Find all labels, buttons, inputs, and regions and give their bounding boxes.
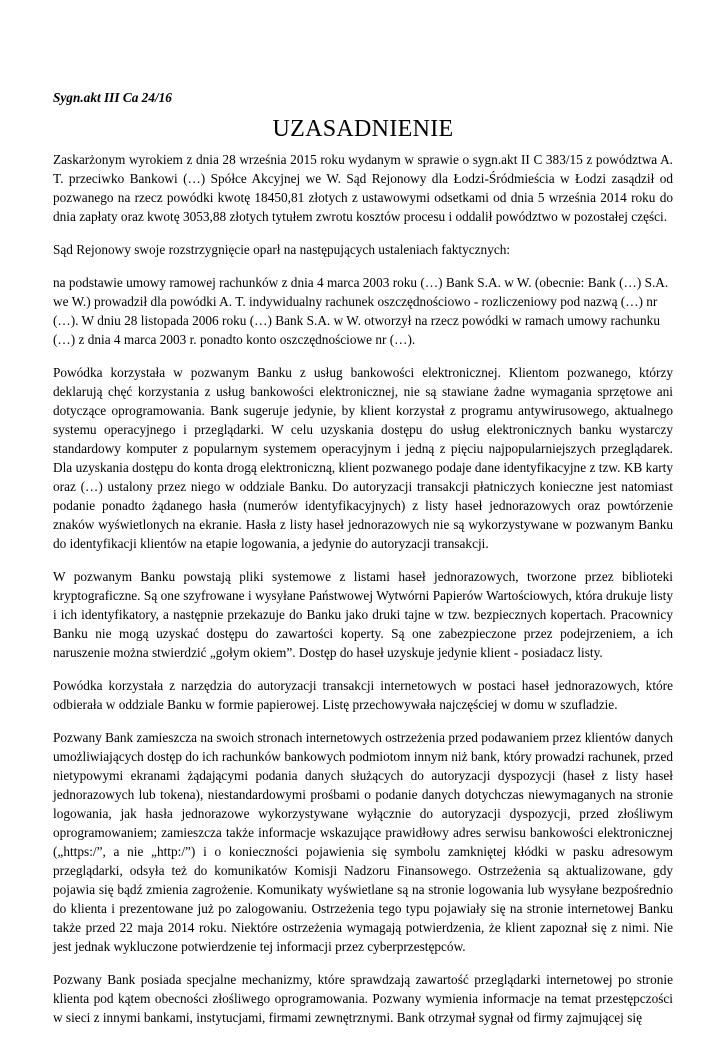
paragraph-findings-intro: Sąd Rejonowy swoje rozstrzygnięcie oparł na następujących ustaleniach faktycznych: — [53, 242, 511, 257]
case-reference: Sygn.akt III Ca 24/16 — [53, 90, 172, 105]
paragraph-account-agreement: na podstawie umowy ramowej rachunków z dnia 4 marca 2003 roku (…) Bank S.A. w W. (obecnie: Bank (…) S.A. we W.) prowadził dla powódki A. T. indywidualny rachunek oszczędnościowo - rozliczeniowy pod nazwą (…) nr (…). W dniu 28 listopada 2006 roku (…) Bank S.A. w W. otworzył na rzecz powódki w ramach umowy rachunku (…) z dnia 4 marca 2003 r. ponadto konto oszczędnościowe nr (…). — [53, 275, 669, 347]
paragraph-warnings: Pozwany Bank zamieszcza na swoich stronach internetowych ostrzeżenia przed podawaniem przez klientów danych umożliwiających dostęp do ich rachunków bankowych podmiotom innym niż bank, który prowadzi rachunek, przed nietypowymi ekranami żądającymi podania danych służących do autoryzacji dyspozycji (haseł z listy haseł jednorazowych lub tokena), niestandardowymi prośbami o podanie danych dotychczas niewymaganych na stronie logowania, jak hasła jednorazowe wykorzystywane wyłącznie do autoryzacji dyspozycji, przed złośliwym oprogramowaniem; zamieszcza także informacje wskazujące prawidłowy adres serwisu bankowości elektronicznej („https:/”, a nie „http:/”) i o konieczności pojawienia się symbolu zamkniętej kłódki w pasku adresowym przeglądarki, odsyła też do komunikatów Komisji Nadzoru Finansowego. Ostrzeżenia są aktualizowane, gdy pojawia się bądź zmienia zagrożenie. Komunikaty wyświetlane są na stronie logowania lub wysyłane bezpośrednio do klienta i prezentowane już po zalogowaniu. Ostrzeżenia tego typu pojawiały się na stronie internetowej Banku także przed 22 maja 2014 roku. Niektóre ostrzeżenia wymagają potwierdzenia, że klient zapoznał się z nimi. Nie jest jednak wykluczone potwierdzenie tej informacji przez cyberprzestępców. — [53, 730, 673, 954]
paragraph-judgment-summary: Zaskarżonym wyrokiem z dnia 28 września 2015 roku wydanym w sprawie o sygn.akt II C 383/15 z powództwa A. T. przeciwko Bankowi (…) Spółce Akcyjnej we W. Sąd Rejonowy dla Łodzi-Śródmieścia w Łodzi zasądził od pozwanego na rzecz powódki kwotę 18450,81 złotych z ustawowymi odsetkami od dnia 5 września 2014 roku do dnia zapłaty oraz kwotę 3053,88 złotych tytułem zwrotu kosztów procesu i oddalił powództwo w pozostałej części. — [53, 152, 673, 224]
document-title: UZASADNIENIE — [272, 116, 454, 142]
document-page — [53, 88, 673, 1041]
paragraph-security-mechanisms: Pozwany Bank posiada specjalne mechanizmy, które sprawdzają zawartość przeglądarki internetowej po stronie klienta pod kątem obecności złośliwego oprogramowania. Pozwany wymienia informacje na temat przestępczości w sieci z innymi bankami, instytucjami, firmami zewnętrznymi. Bank otrzymał sygnał od firmy zajmującej się — [53, 972, 673, 1025]
paragraph-authorization-tool: Powódka korzystała z narzędzia do autoryzacji transakcji internetowych w postaci haseł jednorazowych, które odbierała w oddziale Banku w formie papierowej. Listę przechowywała najczęściej w domu w szufladzie. — [53, 678, 673, 712]
paragraph-password-lists: W pozwanym Banku powstają pliki systemowe z listami haseł jednorazowych, tworzone przez biblioteki kryptograficzne. Są one szyfrowane i wysyłane Państwowej Wytwórni Papierów Wartościowych, która drukuje listy i ich identyfikatory, a następnie przekazuje do Banku jako druki tajne w tzw. bezpiecznych kopertach. Pracownicy Banku nie mogą uzyskać dostępu do zawartości koperty. Są one zabezpieczone przez podejrzeniem, a ich naruszenie można stwierdzić „gołym okiem”. Dostęp do haseł uzyskuje jedynie klient - posiadacz listy. — [53, 569, 673, 660]
paragraph-electronic-banking: Powódka korzystała w pozwanym Banku z usług bankowości elektronicznej. Klientom pozwanego, którzy deklarują chęć korzystania z usług bankowości elektronicznej, nie są stawiane żadne wymagania sprzętowe ani dotyczące oprogramowania. Bank sugeruje jedynie, by klient korzystał z programu antywirusowego, aktualnego systemu operacyjnego i przeglądarki. W celu uzyskania dostępu do usług elektronicznych banku wystarczy standardowy komputer z popularnym systemem operacyjnym i jedną z pięciu najpopularniejszych przeglądarek. Dla uzyskania dostępu do konta drogą elektroniczną, klient pozwanego podaje dane identyfikacyjne z tzw. KB karty oraz (…) ustalony przez niego w oddziale Banku. Do autoryzacji transakcji płatniczych konieczne jest natomiast podanie ponadto żądanego hasła (numerów identyfikacyjnych) z listy haseł jednorazowych oraz powtórzenie znaków wyświetlonych na ekranie. Hasła z listy haseł jednorazowych nie są wykorzystywane w pozwanym Banku do identyfikacji klientów na etapie logowania, a jedynie do autoryzacji transakcji. — [53, 365, 673, 551]
